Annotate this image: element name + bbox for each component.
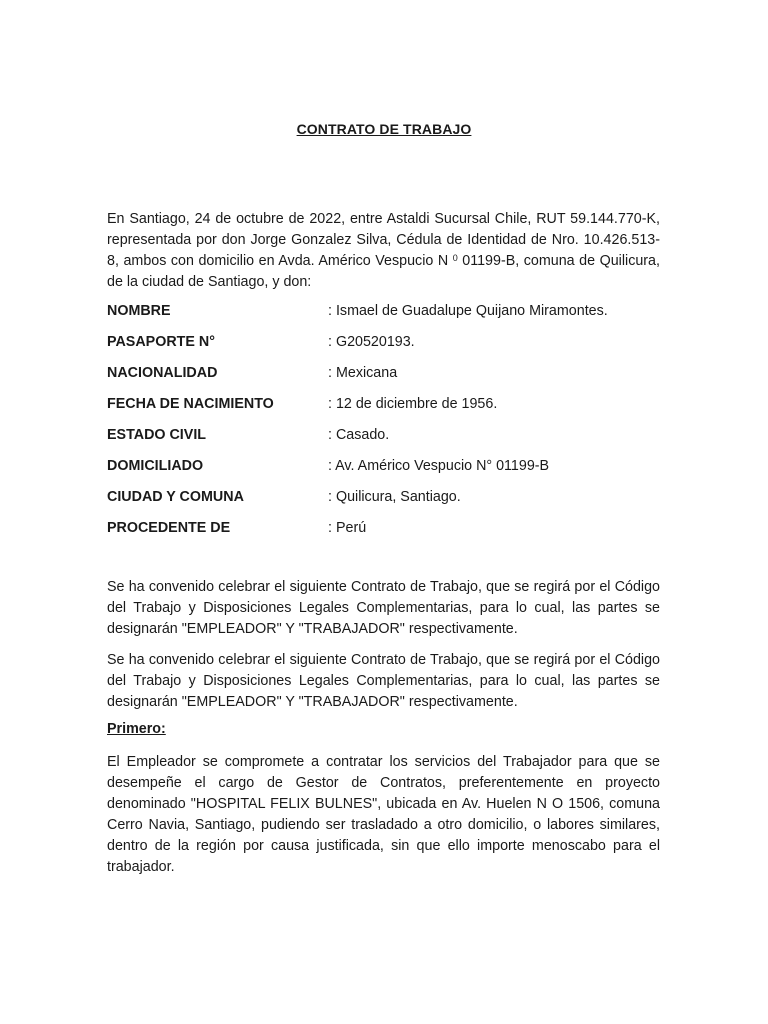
field-value: : 12 de diciembre de 1956.: [328, 394, 497, 414]
field-label: DOMICILIADO: [107, 458, 204, 474]
field-value: : Av. Américo Vespucio N° 01199-B: [328, 456, 549, 476]
field-value: : Mexicana: [328, 363, 397, 383]
personal-data-list: [107, 301, 667, 549]
convenio-paragraph-2: Se ha convenido celebrar el siguiente Contrato de Trabajo, que se regirá por el Código del Trabajo y Disposiciones Legales Complementarias, para lo cual, las partes se designarán "EMPLEADOR" Y "TRABAJADOR" respectivamente.: [107, 652, 660, 710]
field-value: : Casado.: [328, 425, 389, 445]
field-label: PASAPORTE N°: [107, 334, 215, 350]
intro-text-part1: En Santiago, 24 de octubre de 2022, entre Astaldi Sucursal Chile, RUT 59.144.770-K, representada por don Jorge Gonzalez Silva, Cédula de Identidad de Nro. 10.426.513-8, ambos con domicilio en Avda. Américo Vespucio N: [107, 211, 660, 269]
field-label: NACIONALIDAD: [107, 365, 218, 381]
intro-superscript: 0: [452, 253, 458, 263]
field-row-nacionalidad: [107, 363, 667, 394]
field-label: NOMBRE: [107, 303, 171, 319]
field-row-ciudad-comuna: [107, 487, 667, 518]
field-value: : Quilicura, Santiago.: [328, 487, 461, 507]
field-value: : Ismael de Guadalupe Quijano Miramontes.: [328, 301, 608, 321]
intro-text-part2: 01199-B, comuna de Quilicura, de la ciudad de Santiago, y don:: [107, 253, 660, 290]
field-label: FECHA DE NACIMIENTO: [107, 396, 274, 412]
field-value: : G20520193.: [328, 332, 415, 352]
field-label: ESTADO CIVIL: [107, 427, 207, 443]
field-row-domiciliado: [107, 456, 667, 487]
field-row-estado-civil: [107, 425, 667, 456]
field-label: CIUDAD Y COMUNA: [107, 489, 244, 505]
section-primero-heading: Primero:: [107, 721, 166, 737]
convenio-paragraph-1: Se ha convenido celebrar el siguiente Contrato de Trabajo, que se regirá por el Código del Trabajo y Disposiciones Legales Complementarias, para lo cual, las partes se designarán "EMPLEADOR" Y "TRABAJADOR" respectivamente.: [107, 579, 660, 637]
field-row-nombre: [107, 301, 667, 332]
document-title: CONTRATO DE TRABAJO: [296, 121, 472, 137]
field-row-procedente: [107, 518, 667, 549]
intro-paragraph: [107, 209, 660, 293]
section-primero-text: El Empleador se compromete a contratar los servicios del Trabajador para que se desempeñe el cargo de Gestor de Contratos, preferentemente en proyecto denominado "HOSPITAL FELIX BULNES", ubicada en Av. Huelen N O 1506, comuna Cerro Navia, Santiago, pudiendo ser trasladado a otro domicilio, o labores similares, dentro de la región por causa justificada, sin que ello importe menoscabo para el trabajador.: [107, 754, 660, 875]
field-row-fecha-nacimiento: [107, 394, 667, 425]
field-row-pasaporte: [107, 332, 667, 363]
field-label: PROCEDENTE DE: [107, 520, 231, 536]
field-value: : Perú: [328, 518, 366, 538]
